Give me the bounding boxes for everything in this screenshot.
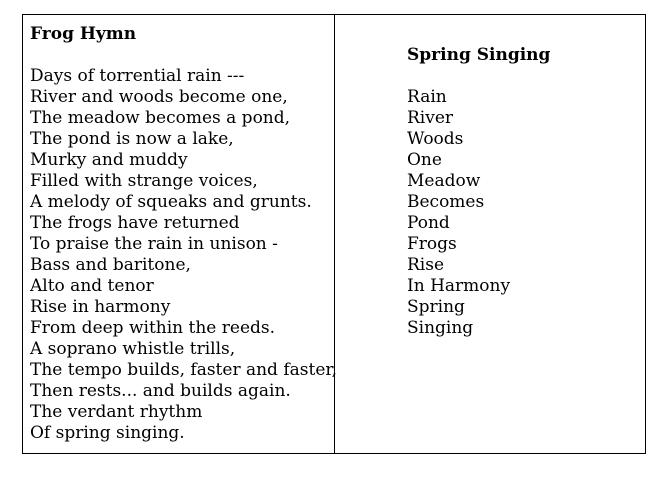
poem-line: Spring	[407, 297, 465, 317]
poem-line: Then rests... and builds again.	[30, 381, 291, 401]
poem-line: The meadow becomes a pond,	[30, 108, 291, 128]
stanza-gap	[30, 45, 334, 66]
poem-lines	[30, 66, 338, 444]
poem-line: The verdant rhythm	[30, 402, 203, 422]
poem-line: A soprano whistle trills,	[30, 339, 236, 359]
poem-line: The pond is now a lake,	[30, 129, 234, 149]
poem-table	[22, 14, 646, 454]
poem-line: Frogs	[407, 234, 457, 254]
poem-line: River and woods become one,	[30, 87, 288, 107]
poem-line: To praise the rain in unison -	[30, 234, 278, 254]
poem-line: Murky and muddy	[30, 150, 188, 170]
left-poem-cell	[23, 15, 338, 453]
right-poem-cell	[335, 15, 645, 453]
poem-line: Meadow	[407, 171, 481, 191]
poem-title: Spring Singing	[407, 45, 551, 65]
poem-line: Singing	[407, 318, 474, 338]
poem-line: The frogs have returned	[30, 213, 240, 233]
poem-line: Rain	[407, 87, 447, 107]
poem-line: Filled with strange voices,	[30, 171, 258, 191]
poem-line: The tempo builds, faster and faster,	[30, 360, 338, 380]
poem-line: Days of torrential rain ---	[30, 66, 245, 86]
poem-lines	[407, 87, 645, 339]
poem-line: Becomes	[407, 192, 485, 212]
stanza-gap	[407, 66, 645, 87]
poem-line: One	[407, 150, 442, 170]
poem-line: A melody of squeaks and grunts.	[30, 192, 312, 212]
poem-line: Rise in harmony	[30, 297, 171, 317]
poem-line: In Harmony	[407, 276, 511, 296]
poem-line: Pond	[407, 213, 450, 233]
poem-title: Frog Hymn	[30, 24, 137, 44]
poem-line: River	[407, 108, 454, 128]
poem-line: From deep within the reeds.	[30, 318, 276, 338]
poem-line: Rise	[407, 255, 445, 275]
poem-line: Bass and baritone,	[30, 255, 191, 275]
poem-line: Woods	[407, 129, 464, 149]
poem-line: Of spring singing.	[30, 423, 185, 443]
poem-line: Alto and tenor	[30, 276, 154, 296]
